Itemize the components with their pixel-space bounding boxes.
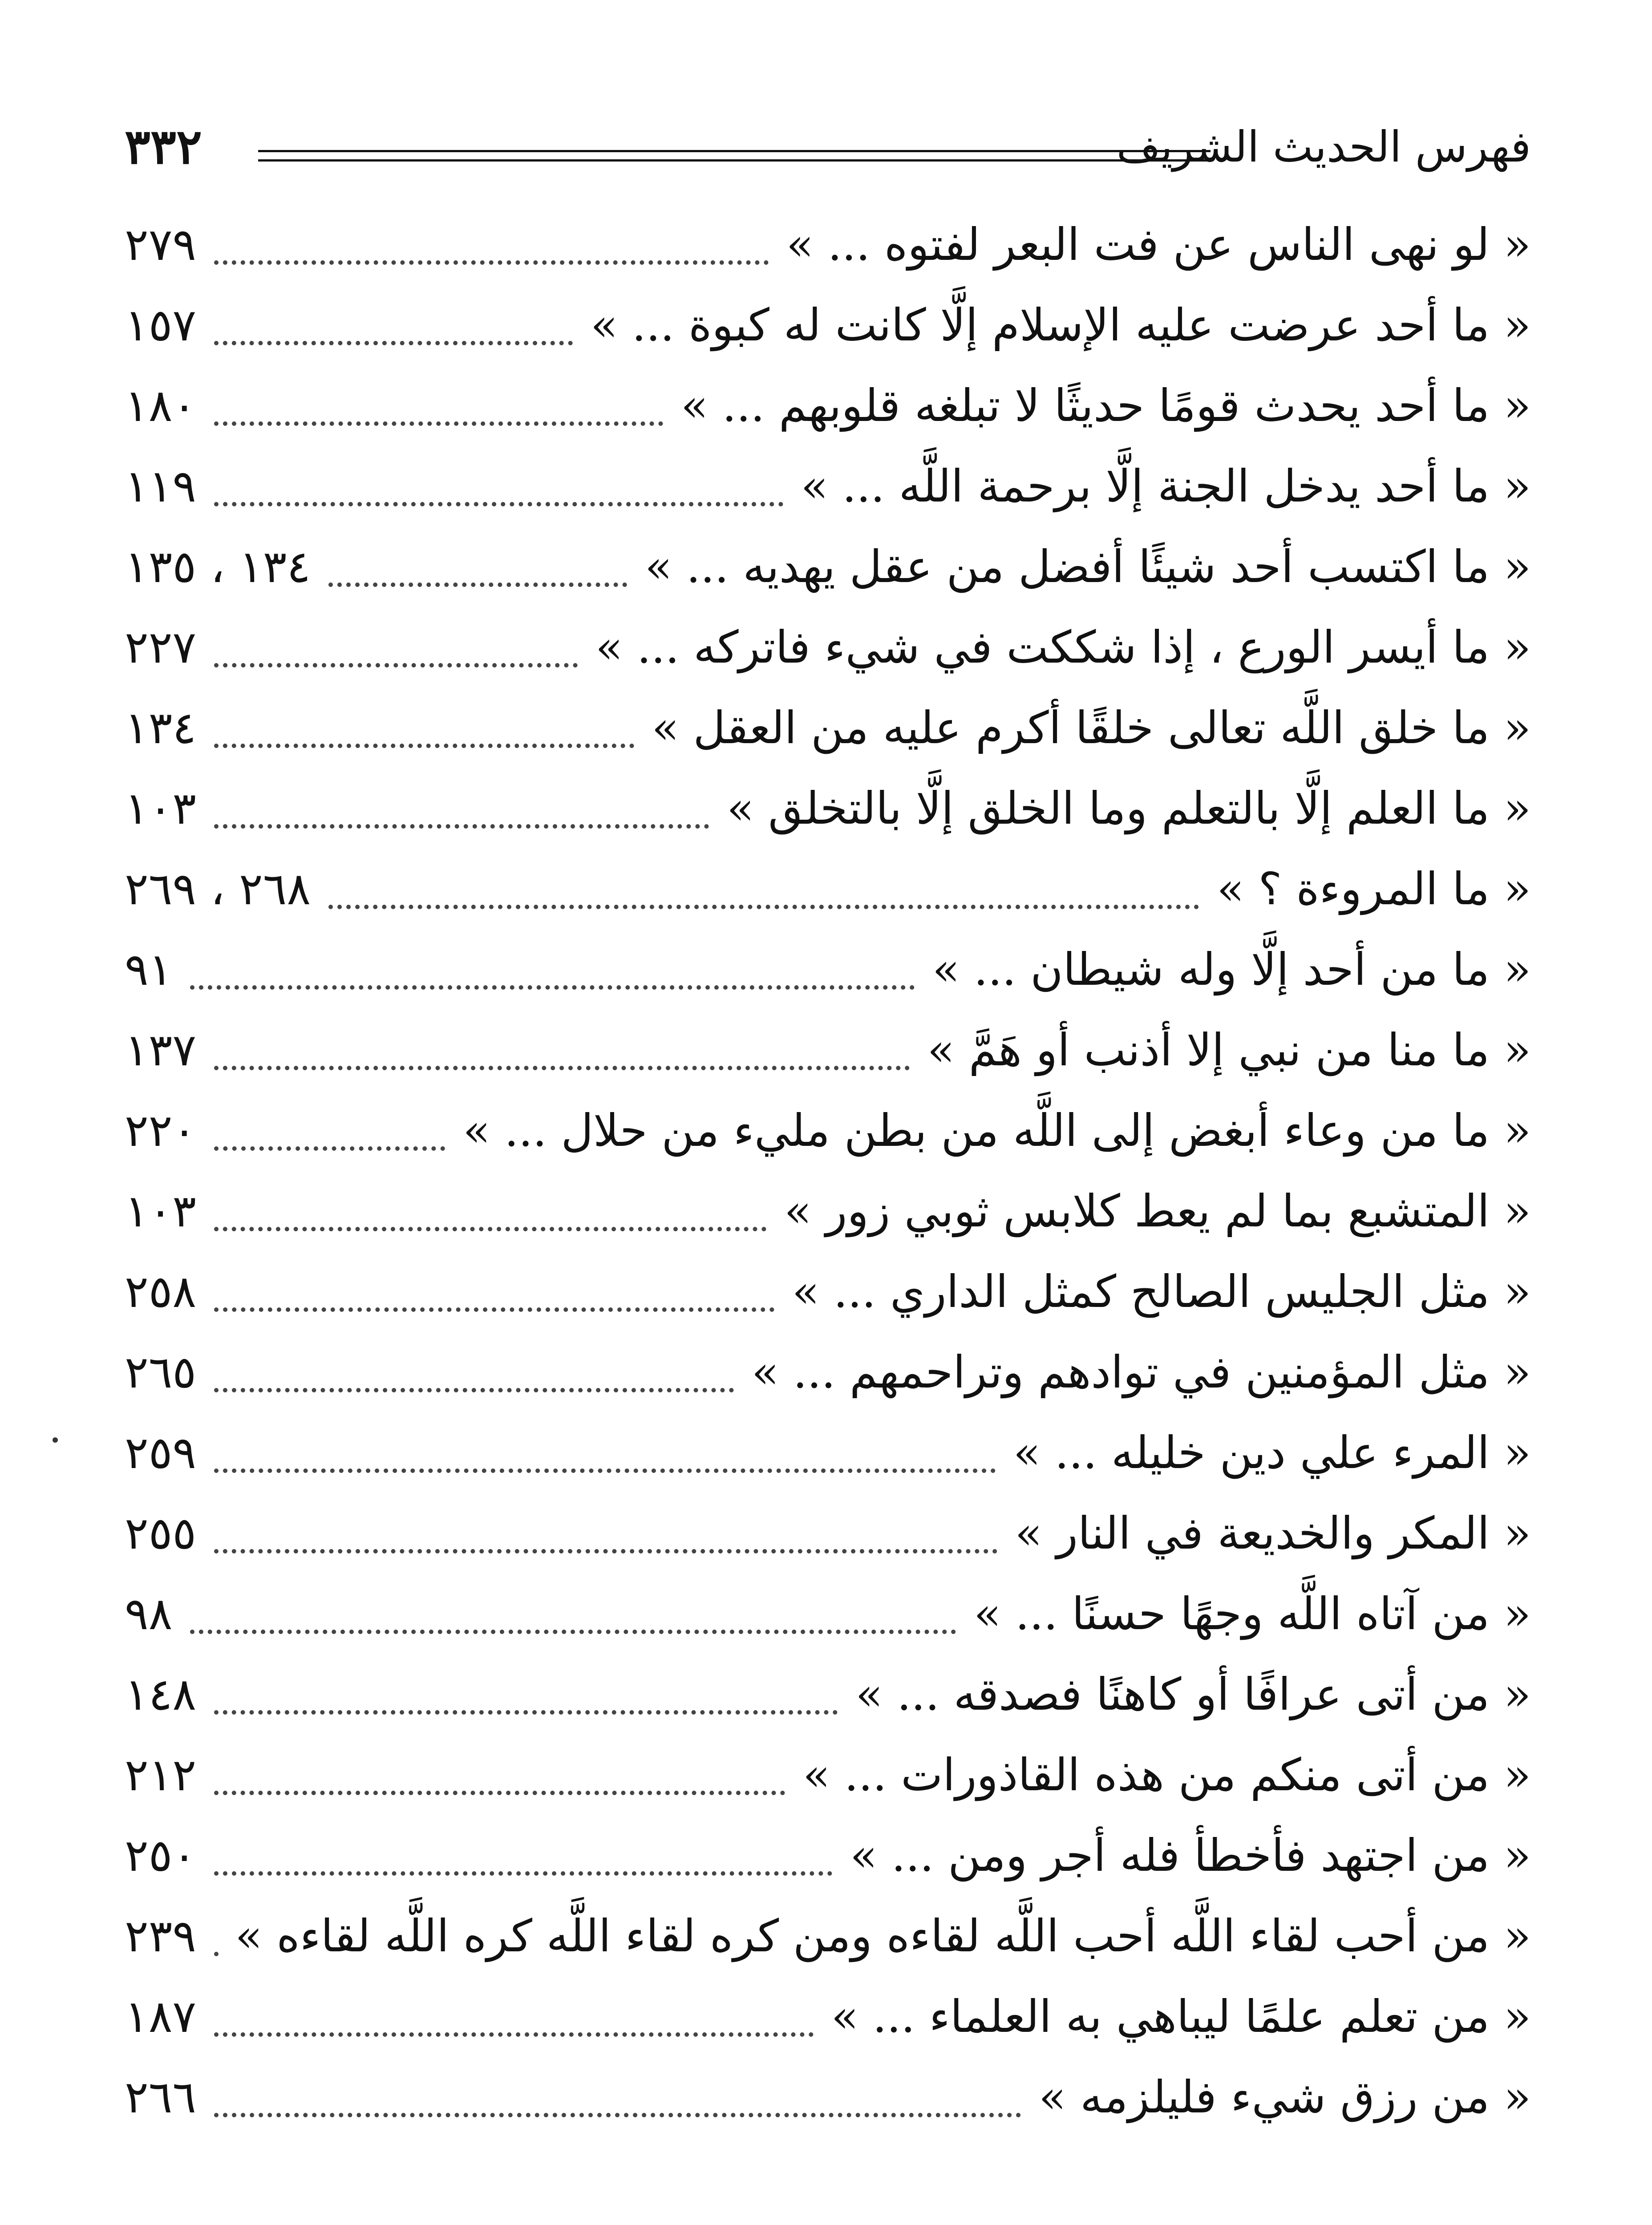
page-header bbox=[125, 113, 1531, 180]
hadith-text: « ما خلق اللَّه تعالى خلقًا أكرم عليه من العقل » bbox=[652, 702, 1531, 754]
page-reference: ٢٦٨ ، ٢٦٩ bbox=[125, 863, 311, 915]
dot-leader bbox=[328, 905, 1199, 909]
dot-leader bbox=[214, 421, 663, 426]
hadith-text: « ما العلم إلَّا بالتعلم وما الخلق إلَّا بالتخلق » bbox=[727, 782, 1531, 834]
dot-leader bbox=[190, 985, 915, 990]
page-reference: ١٠٣ bbox=[125, 782, 197, 834]
index-entry bbox=[125, 771, 1531, 851]
page-reference: ١٠٣ bbox=[125, 1185, 197, 1237]
dot-leader bbox=[214, 1549, 997, 1553]
hadith-text: « ما من وعاء أبغض إلى اللَّه من بطن مليء من حلال ... » bbox=[463, 1104, 1531, 1157]
page-number: ٣٣٢ bbox=[125, 119, 202, 175]
hadith-text: « من أحب لقاء اللَّه أحب اللَّه لقاءه ومن كره لقاء اللَّه كره اللَّه لقاءه » bbox=[235, 1910, 1531, 1962]
running-title: فهرس الحديث الشريف bbox=[1116, 122, 1531, 172]
index-entry bbox=[125, 1254, 1531, 1335]
page-reference: ٢٧٩ bbox=[125, 218, 197, 271]
index-entry bbox=[125, 1737, 1531, 1818]
index-entry bbox=[125, 1415, 1531, 1496]
dot-leader bbox=[214, 502, 783, 506]
stray-ink-dot bbox=[53, 1437, 58, 1443]
hadith-text: « المكر والخديعة في النار » bbox=[1015, 1507, 1531, 1559]
hadith-text: « من آتاه اللَّه وجهًا حسنًا ... » bbox=[974, 1588, 1531, 1640]
hadith-text: « من تعلم علمًا ليباهي به العلماء ... » bbox=[831, 1990, 1531, 2043]
index-entry bbox=[125, 1818, 1531, 1898]
dot-leader bbox=[214, 744, 634, 748]
hadith-text: « من رزق شيء فليلزمه » bbox=[1039, 2071, 1531, 2123]
index-entry bbox=[125, 1576, 1531, 1657]
dot-leader bbox=[214, 1468, 996, 1473]
page-reference: ٩١ bbox=[125, 943, 173, 995]
index-entry bbox=[125, 690, 1531, 771]
hadith-text: « ما المروءة ؟ » bbox=[1217, 863, 1531, 915]
header-double-rule bbox=[258, 150, 1211, 162]
page-reference: ١٣٤ ، ١٣٥ bbox=[125, 541, 311, 593]
dot-leader bbox=[214, 2032, 814, 2037]
hadith-text: « ما أحد عرضت عليه الإسلام إلَّا كانت له كبوة ... » bbox=[590, 299, 1531, 351]
hadith-text: « مثل المؤمنين في توادهم وتراحمهم ... » bbox=[751, 1346, 1531, 1398]
hadith-index-list bbox=[125, 207, 1531, 2140]
index-entry bbox=[125, 2059, 1531, 2140]
page-reference: ٢٥٥ bbox=[125, 1507, 197, 1559]
dot-leader bbox=[214, 260, 769, 265]
hadith-text: « ما منا من نبي إلا أذنب أو هَمَّ » bbox=[927, 1024, 1531, 1076]
index-entry bbox=[125, 1657, 1531, 1737]
page-reference: ١٤٨ bbox=[125, 1668, 197, 1720]
hadith-text: « ما أيسر الورع ، إذا شككت في شيء فاتركه ... » bbox=[595, 621, 1531, 673]
page-reference: ٢٥٨ bbox=[125, 1266, 197, 1318]
index-entry bbox=[125, 287, 1531, 368]
index-entry bbox=[125, 1093, 1531, 1173]
hadith-text: « ما من أحد إلَّا وله شيطان ... » bbox=[932, 943, 1531, 995]
page-reference: ٢٢٧ bbox=[125, 621, 197, 673]
dot-leader bbox=[214, 1871, 832, 1876]
index-entry bbox=[125, 207, 1531, 287]
dot-leader bbox=[214, 1952, 217, 1956]
page-reference: ٢١٢ bbox=[125, 1749, 197, 1801]
dot-leader bbox=[214, 1227, 766, 1231]
page-reference: ٢٥٠ bbox=[125, 1829, 197, 1881]
index-entry bbox=[125, 1496, 1531, 1576]
page-reference: ١٣٧ bbox=[125, 1024, 197, 1076]
index-entry bbox=[125, 851, 1531, 932]
index-entry bbox=[125, 449, 1531, 529]
dot-leader bbox=[190, 1630, 956, 1634]
index-entry bbox=[125, 1173, 1531, 1254]
hadith-text: « المتشبع بما لم يعط كلابس ثوبي زور » bbox=[784, 1185, 1531, 1237]
hadith-text: « من أتى منكم من هذه القاذورات ... » bbox=[803, 1749, 1531, 1801]
page-reference: ٢٦٥ bbox=[125, 1346, 197, 1398]
index-entry bbox=[125, 1898, 1531, 1979]
dot-leader bbox=[328, 583, 627, 587]
page-reference: ١١٩ bbox=[125, 460, 197, 512]
dot-leader bbox=[214, 824, 709, 829]
page-reference: ٢٦٦ bbox=[125, 2071, 197, 2123]
hadith-text: « لو نهى الناس عن فت البعر لفتوه ... » bbox=[786, 218, 1531, 271]
hadith-text: « المرء علي دين خليله ... » bbox=[1013, 1427, 1531, 1479]
index-entry bbox=[125, 368, 1531, 449]
page-reference: ٩٨ bbox=[125, 1588, 173, 1640]
hadith-text: « من اجتهد فأخطأ فله أجر ومن ... » bbox=[850, 1829, 1531, 1881]
hadith-text: « ما اكتسب أحد شيئًا أفضل من عقل يهديه ... » bbox=[645, 541, 1531, 593]
dot-leader bbox=[214, 2113, 1021, 2117]
dot-leader bbox=[214, 1388, 734, 1392]
page-reference: ٢٥٩ bbox=[125, 1427, 197, 1479]
index-entry bbox=[125, 529, 1531, 610]
index-entry bbox=[125, 1979, 1531, 2059]
hadith-text: « ما أحد يحدث قومًا حديثًا لا تبلغه قلوبهم ... » bbox=[680, 380, 1531, 432]
index-entry bbox=[125, 1012, 1531, 1093]
index-entry bbox=[125, 932, 1531, 1012]
dot-leader bbox=[214, 1146, 445, 1151]
page-reference: ١٨٠ bbox=[125, 380, 197, 432]
dot-leader bbox=[214, 1307, 774, 1312]
hadith-text: « من أتى عرافًا أو كاهنًا فصدقه ... » bbox=[855, 1668, 1531, 1720]
dot-leader bbox=[214, 1066, 910, 1070]
page-reference: ١٨٧ bbox=[125, 1990, 197, 2043]
dot-leader bbox=[214, 1710, 838, 1715]
page-reference: ٢٢٠ bbox=[125, 1104, 197, 1157]
dot-leader bbox=[214, 341, 573, 345]
page-reference: ١٣٤ bbox=[125, 702, 197, 754]
index-entry bbox=[125, 1335, 1531, 1415]
page-reference: ١٥٧ bbox=[125, 299, 197, 351]
hadith-text: « ما أحد يدخل الجنة إلَّا برحمة اللَّه ... » bbox=[801, 460, 1531, 512]
dot-leader bbox=[214, 1791, 785, 1795]
page-reference: ٢٣٩ bbox=[125, 1910, 197, 1962]
dot-leader bbox=[214, 663, 578, 668]
hadith-text: « مثل الجليس الصالح كمثل الداري ... » bbox=[792, 1266, 1531, 1318]
index-entry bbox=[125, 610, 1531, 690]
